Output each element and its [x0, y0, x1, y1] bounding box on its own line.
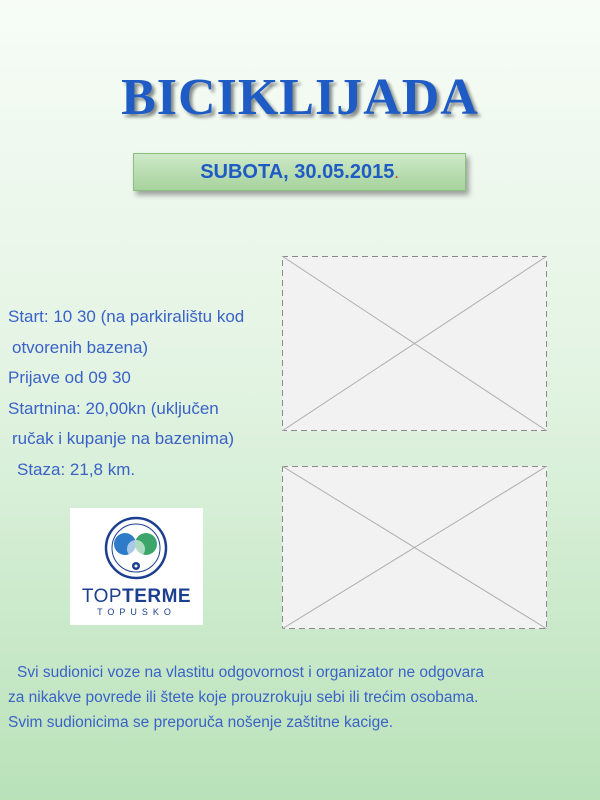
cyclists-photo	[282, 256, 547, 431]
notice-line-2: za nikakve povrede ili štete koje prouzrokuju sebi ili trećim osobama.	[8, 689, 479, 706]
info-fee-includes: ručak i kupanje na bazenima)	[12, 429, 235, 448]
info-location: otvorenih bazena)	[12, 337, 149, 357]
event-info	[8, 302, 278, 485]
topterme-emblem-icon	[70, 508, 203, 588]
date-text: SUBOTA, 30.05.2015	[200, 161, 395, 183]
date-dot: .	[394, 165, 399, 182]
info-registration: Prijave od 09 30	[8, 368, 131, 387]
logo-subtitle: TOPUSKO	[97, 607, 176, 617]
liability-notice	[8, 660, 598, 735]
logo-terme: TERME	[122, 586, 192, 607]
info-fee: Startnina: 20,00kn (uključen	[8, 398, 219, 418]
date-banner	[133, 153, 466, 191]
route-map	[282, 466, 547, 629]
logo-top: TOP	[81, 586, 123, 607]
notice-line-3: Svim sudionicima se preporuča nošenje zaštitne kacige.	[8, 714, 394, 731]
info-start: Start: 10 30 (na parkiralištu kod	[8, 307, 245, 326]
logo-wordmark	[70, 586, 203, 608]
notice-line-1: Svi sudionici voze na vlastitu odgovornost i organizator ne odgovara	[17, 664, 484, 681]
topterme-logo	[70, 508, 203, 625]
poster-title: BICIKLIJADA	[121, 69, 479, 126]
info-route-length: Staza: 21,8 km.	[17, 459, 136, 479]
